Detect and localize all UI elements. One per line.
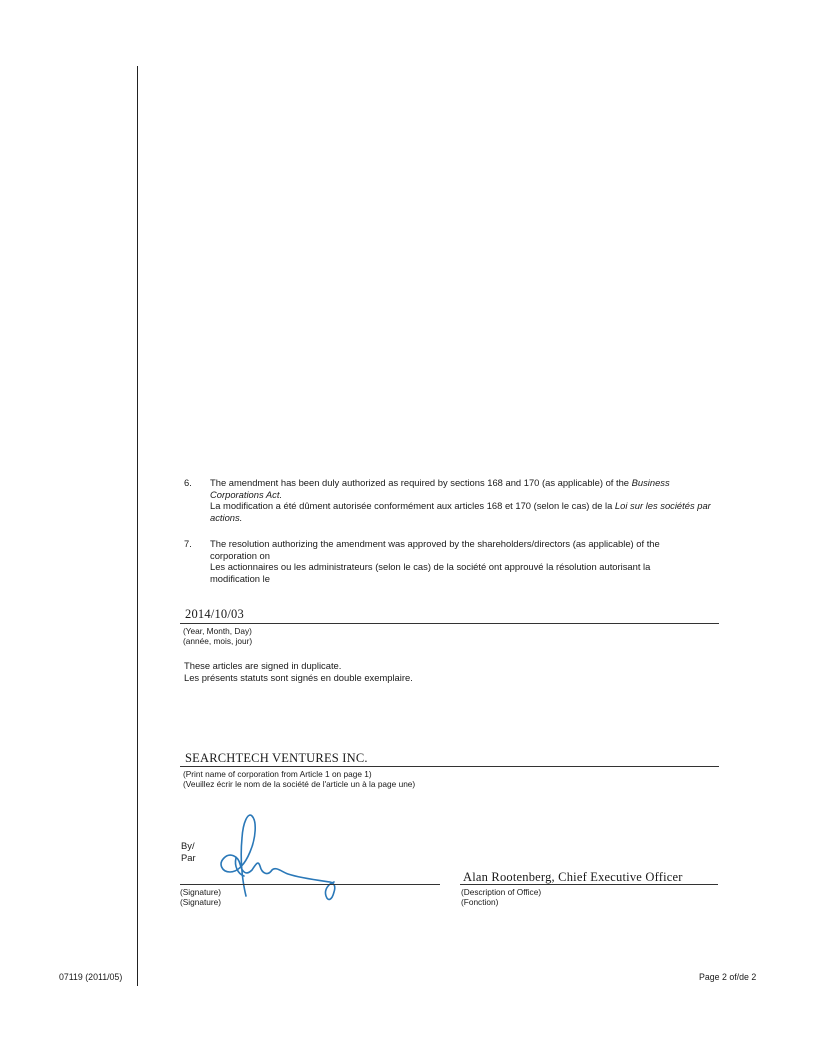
office-description: Alan Rootenberg, Chief Executive Officer: [463, 870, 683, 884]
corporation-label: [183, 769, 415, 789]
signature-label: [180, 887, 221, 907]
approval-date: 2014/10/03: [185, 607, 244, 621]
duplicate-french: Les présents statuts sont signés en double exemplaire.: [184, 671, 413, 683]
signature-label-english: (Signature): [180, 887, 222, 897]
page-number: Page 2 of/de 2: [699, 972, 757, 982]
item-6-english: [210, 477, 714, 500]
item-6-french-act: Loi sur les sociétés par actions.: [210, 500, 711, 523]
by-french: Par: [181, 851, 196, 863]
item-6-number: 6.: [184, 477, 192, 488]
item-6-french: [210, 500, 714, 523]
corporation-name: SEARCHTECH VENTURES INC.: [185, 751, 368, 765]
corporation-rule: [180, 766, 719, 767]
signature-rule: [180, 884, 440, 885]
by-english: By/: [181, 840, 195, 851]
office-rule: [460, 884, 718, 885]
duplicate-english: These articles are signed in duplicate.: [184, 660, 342, 671]
signature-label-french: (Signature): [180, 897, 222, 907]
date-label: [183, 626, 252, 646]
item-7-french: Les actionnaires ou les administrateurs (selon le cas) de la société ont approuvé la résolution autorisant la modification le: [210, 561, 651, 584]
office-label: [461, 887, 541, 907]
corporation-label-french: (Veuillez écrir le nom de la société de l'article un à la page une): [183, 779, 416, 789]
item-7-english: The resolution authorizing the amendment was approved by the shareholders/directors (as applicable) of the corporation on: [210, 538, 660, 561]
handwritten-signature: [212, 808, 362, 908]
item-6-english-act: Business Corporations Act.: [210, 477, 670, 500]
margin-rule: [137, 66, 138, 986]
item-6-french-text: La modification a été dûment autorisée conformément aux articles 168 et 170 (selon le cas) de la: [210, 500, 615, 512]
date-label-english: (Year, Month, Day): [183, 626, 252, 636]
item-6-english-text: The amendment has been duly authorized as required by sections 168 and 170 (as applicable) of the: [210, 477, 632, 488]
office-label-english: (Description of Office): [461, 887, 542, 897]
item-7-number: 7.: [184, 538, 192, 549]
duplicate-statement: [184, 660, 413, 683]
item-6: [184, 477, 714, 523]
corporation-label-english: (Print name of corporation from Article 1 on page 1): [183, 769, 372, 779]
by-label: [181, 840, 196, 863]
item-7: [184, 538, 694, 584]
office-label-french: (Fonction): [461, 897, 499, 907]
date-label-french: (année, mois, jour): [183, 636, 253, 646]
form-code: 07119 (2011/05): [59, 972, 123, 982]
date-rule: [180, 623, 719, 624]
